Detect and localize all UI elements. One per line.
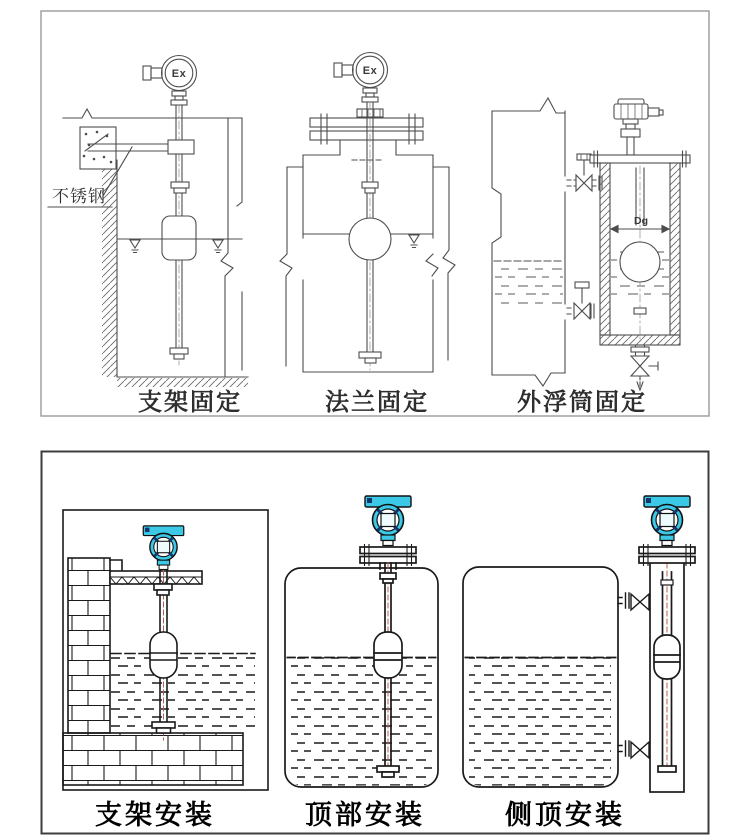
float-body bbox=[374, 632, 402, 678]
figure-caption: 支架安装 bbox=[95, 800, 215, 830]
float-ball bbox=[349, 218, 391, 260]
float-ball bbox=[620, 242, 660, 282]
installation-methods-panel bbox=[40, 450, 710, 835]
figure-caption: 法兰固定 bbox=[325, 389, 429, 416]
figure-caption: 侧顶安装 bbox=[505, 800, 625, 830]
fixing-methods-panel bbox=[40, 10, 710, 417]
figure-caption: 顶部安装 bbox=[305, 800, 425, 830]
tank-water bbox=[111, 653, 255, 733]
figure-caption: 支架固定 bbox=[138, 389, 242, 416]
float-body bbox=[150, 632, 177, 678]
ex-marking: Ex bbox=[171, 68, 187, 80]
ground-line bbox=[117, 377, 248, 387]
brick-wall-column bbox=[68, 558, 110, 733]
figure-caption: 外浮筒固定 bbox=[517, 389, 647, 416]
material-label: 不锈钢 bbox=[52, 187, 106, 206]
float-body bbox=[162, 216, 196, 260]
ex-marking: Ex bbox=[362, 65, 378, 77]
brick-platform bbox=[63, 733, 243, 785]
stem-collar bbox=[634, 308, 646, 314]
tank-water bbox=[464, 657, 618, 786]
float-body bbox=[654, 635, 680, 679]
diameter-label: Dg bbox=[634, 215, 648, 227]
tank-water bbox=[286, 657, 437, 786]
